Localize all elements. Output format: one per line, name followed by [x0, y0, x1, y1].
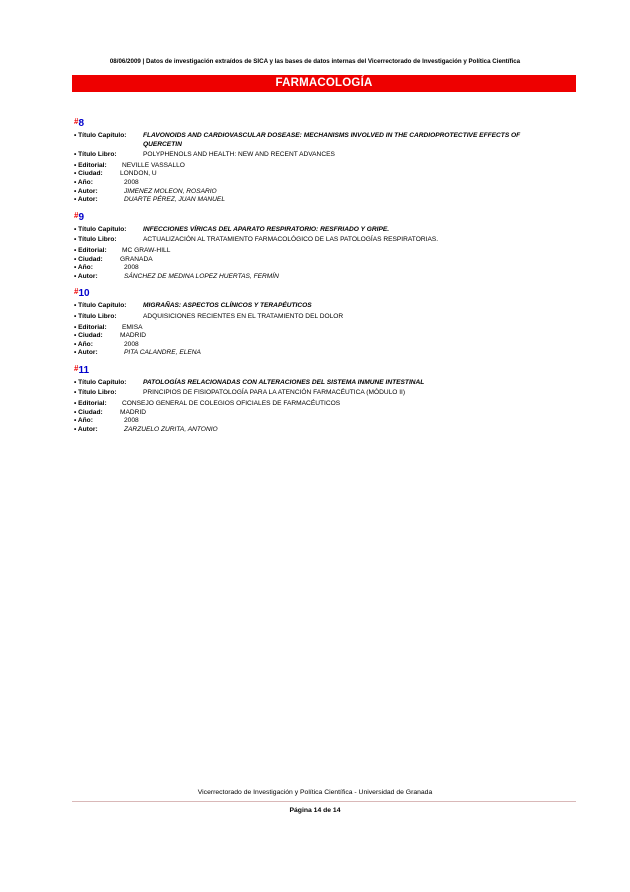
- book-title-label: • Título Libro:: [74, 151, 117, 159]
- editorial-row: [74, 324, 574, 333]
- editorial-value: MC GRAW-HILL: [122, 246, 171, 254]
- book-title-value: POLYPHENOLS AND HEALTH: NEW AND RECENT ADVANCES: [143, 151, 335, 159]
- book-title-label: • Título Libro:: [74, 312, 117, 320]
- author-row: [74, 273, 574, 282]
- entry: [74, 362, 574, 435]
- author-label: • Autor:: [74, 349, 98, 357]
- author-row: [74, 188, 574, 197]
- city-value: MADRID: [120, 332, 147, 340]
- editorial-value: NEVILLE VASSALLO: [122, 161, 185, 169]
- book-title-value: ACTUALIZACIÓN AL TRATAMIENTO FARMACOLÓGICO DE LAS PATOLOGÍAS RESPIRATORIAS.: [143, 236, 439, 244]
- author-value: DUARTE PÉREZ, JUAN MANUEL: [124, 196, 225, 204]
- book-title-label: • Título Libro:: [74, 389, 117, 397]
- page-header: 08/06/2009 | Datos de investigación extraídos de SICA y las bases de datos internas del Vicerrectorado de Investigación y Política Científica: [109, 58, 521, 65]
- city-row: [74, 332, 574, 341]
- author-row: [74, 196, 574, 205]
- editorial-value: EMISA: [122, 323, 143, 331]
- entry-number-value: 10: [78, 288, 90, 300]
- author-value: PITA CALANDRE, ELENA: [124, 349, 201, 357]
- city-label: • Ciudad:: [74, 255, 103, 263]
- chapter-title-value: MIGRAÑAS: ASPECTOS CLÍNICOS Y TERAPÉUTICOS: [143, 302, 312, 310]
- chapter-title-row: [74, 379, 574, 388]
- chapter-title-label: • Título Capítulo:: [74, 302, 127, 310]
- footer-divider: [72, 801, 576, 802]
- city-label: • Ciudad:: [74, 408, 103, 416]
- book-title-row: [74, 389, 574, 398]
- chapter-title-value: PATOLOGÍAS RELACIONADAS CON ALTERACIONES DEL SISTEMA INMUNE INTESTINAL: [143, 378, 425, 386]
- city-row: [74, 409, 574, 418]
- entry-number-value: 9: [78, 211, 85, 223]
- year-label: • Año:: [74, 417, 93, 425]
- author-value: ZARZUELO ZURITA, ANTONIO: [124, 425, 218, 433]
- author-label: • Autor:: [74, 196, 98, 204]
- book-title-row: [74, 236, 574, 245]
- year-row: [74, 341, 574, 350]
- entry: [74, 115, 574, 205]
- entries-list: [74, 115, 574, 438]
- author-label: • Autor:: [74, 187, 98, 195]
- chapter-title-label: • Título Capítulo:: [74, 132, 127, 139]
- author-row: [74, 426, 574, 435]
- city-row: [74, 170, 574, 179]
- year-value: 2008: [124, 340, 139, 348]
- author-row: [74, 349, 574, 358]
- chapter-title-row: [74, 226, 574, 235]
- city-value: LONDON, U: [120, 170, 157, 178]
- book-title-value: ADQUISICIONES RECIENTES EN EL TRATAMIENTO DEL DOLOR: [143, 312, 344, 320]
- year-row: [74, 179, 574, 188]
- footer-text: Vicerrectorado de Investigación y Política Científica - Universidad de Granada: [197, 789, 433, 796]
- author-value: JIMENEZ MOLEON, ROSARIO: [124, 187, 217, 195]
- city-label: • Ciudad:: [74, 332, 103, 340]
- entry-number-value: 11: [78, 364, 90, 376]
- entry: [74, 285, 574, 358]
- editorial-label: • Editorial:: [74, 323, 107, 331]
- editorial-value: CONSEJO GENERAL DE COLEGIOS OFICIALES DE FARMACÉUTICOS: [122, 400, 341, 408]
- book-title-value: PRINCIPIOS DE FISIOPATOLOGÍA PARA LA ATENCIÓN FARMACÉUTICA (MÓDULO II): [143, 389, 406, 397]
- entry-number: #11: [74, 363, 90, 376]
- editorial-row: [74, 162, 574, 171]
- year-label: • Año:: [74, 264, 93, 272]
- chapter-title-value: INFECCIONES VÍRICAS DEL APARATO RESPIRATORIO: RESFRIADO Y GRIPE.: [143, 225, 390, 233]
- year-row: [74, 417, 574, 426]
- entry-number: #10: [74, 287, 90, 300]
- book-title-row: [74, 313, 574, 322]
- year-value: 2008: [124, 264, 139, 272]
- city-value: GRANADA: [120, 255, 153, 263]
- entry-number: #9: [74, 210, 85, 223]
- editorial-label: • Editorial:: [74, 161, 107, 169]
- chapter-title-value: FLAVONOIDS AND CARDIOVASCULAR DOSEASE: MECHANISMS INVOLVED IN THE CARDIOPROTECTIVE EFFECTS OF QUERCETIN: [143, 132, 521, 148]
- editorial-row: [74, 247, 574, 256]
- year-label: • Año:: [74, 340, 93, 348]
- chapter-title-label: • Título Capítulo:: [74, 378, 127, 386]
- book-title-label: • Título Libro:: [74, 236, 117, 244]
- entry-number-value: 8: [78, 118, 85, 129]
- chapter-title-row: [74, 132, 574, 149]
- editorial-label: • Editorial:: [74, 400, 107, 408]
- year-value: 2008: [124, 417, 139, 425]
- author-label: • Autor:: [74, 425, 98, 433]
- book-title-row: [74, 151, 574, 160]
- editorial-row: [74, 400, 574, 409]
- chapter-title-label: • Título Capítulo:: [74, 225, 127, 233]
- chapter-title-row: [74, 302, 574, 311]
- page-number: Página 14 de 14: [289, 807, 341, 814]
- year-value: 2008: [124, 178, 139, 186]
- year-label: • Año:: [74, 178, 93, 186]
- author-label: • Autor:: [74, 272, 98, 280]
- author-value: SÁNCHEZ DE MEDINA LOPEZ HUERTAS, FERMÍN: [124, 272, 279, 280]
- entry: [74, 209, 574, 282]
- city-label: • Ciudad:: [74, 170, 103, 178]
- city-row: [74, 256, 574, 265]
- editorial-label: • Editorial:: [74, 246, 107, 254]
- entry-number: #8: [74, 117, 85, 129]
- section-title-banner: FARMACOLOGÍA: [72, 75, 576, 92]
- year-row: [74, 264, 574, 273]
- city-value: MADRID: [120, 408, 147, 416]
